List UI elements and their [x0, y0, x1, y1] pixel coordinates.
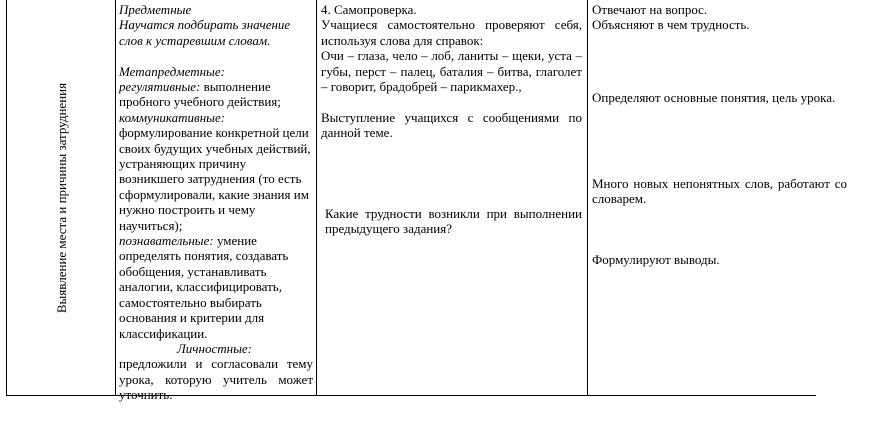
cognitive-block — [119, 233, 313, 341]
communicative-text: формулирование конкретной цели своих будущих учебных действий, устраняющих причину возникшего затруднения (то есть сформулировали, какие знания им нужно построить и чему научиться); — [119, 125, 311, 233]
teacher-instruction: Учащиеся самостоятельно проверяют себя, используя слова для справок: — [321, 17, 582, 48]
meta-heading: Метапредметные: — [119, 63, 225, 79]
teacher-presentation: Выступление учащихся с сообщениями по данной теме. — [321, 109, 582, 141]
teacher-step: 4. Самопроверка. — [321, 2, 417, 17]
table-left-border — [6, 0, 7, 396]
teacher-cell — [321, 2, 582, 237]
column-divider-3 — [587, 0, 588, 396]
teacher-glossary: Очи – глаза, чело – лоб, ланиты – щеки, уста – губы, перст – палец, баталия – битва, глаголет – говорит, брадобрей – парикмахер., — [321, 48, 582, 95]
regulative-label: регулятивные: — [119, 79, 201, 95]
subject-heading: Предметные — [119, 2, 192, 17]
communicative-label: коммуникативные: — [119, 109, 226, 125]
regulative-text: выполнение пробного учебного действия; — [119, 79, 281, 110]
student-answer-2: Объясняют в чем трудность. — [592, 17, 750, 33]
teacher-question: Какие трудности возникли при выполнении предыдущего задания? — [325, 206, 582, 237]
cognitive-label: познавательные: — [119, 233, 214, 249]
students-cell — [592, 2, 847, 392]
subject-text: Научатся подбирать значение слов к устаревшим словам. — [119, 17, 291, 48]
stage-title: Выявление места и причины затруднения — [54, 82, 69, 314]
column-divider-1 — [115, 0, 116, 396]
student-answer-1: Отвечают на вопрос. — [592, 2, 708, 17]
results-cell — [119, 2, 313, 403]
student-answer-5: Формулируют выводы. — [592, 252, 720, 267]
personal-text: предложили и согласовали тему урока, которую учитель может уточнить. — [119, 356, 313, 403]
column-divider-2 — [316, 0, 317, 396]
cognitive-text: умение определять понятия, создавать обобщения, устанавливать аналогии, классифицировать, самостоятельно выбирать основания и критерии для классификации. — [119, 233, 289, 341]
student-answer-3: Определяют основные понятия, цель урока. — [592, 90, 836, 105]
regulative-block — [119, 79, 313, 110]
personal-heading: Личностные: — [177, 340, 252, 356]
student-answer-4: Много новых непонятных слов, работают со словарем. — [592, 176, 847, 207]
